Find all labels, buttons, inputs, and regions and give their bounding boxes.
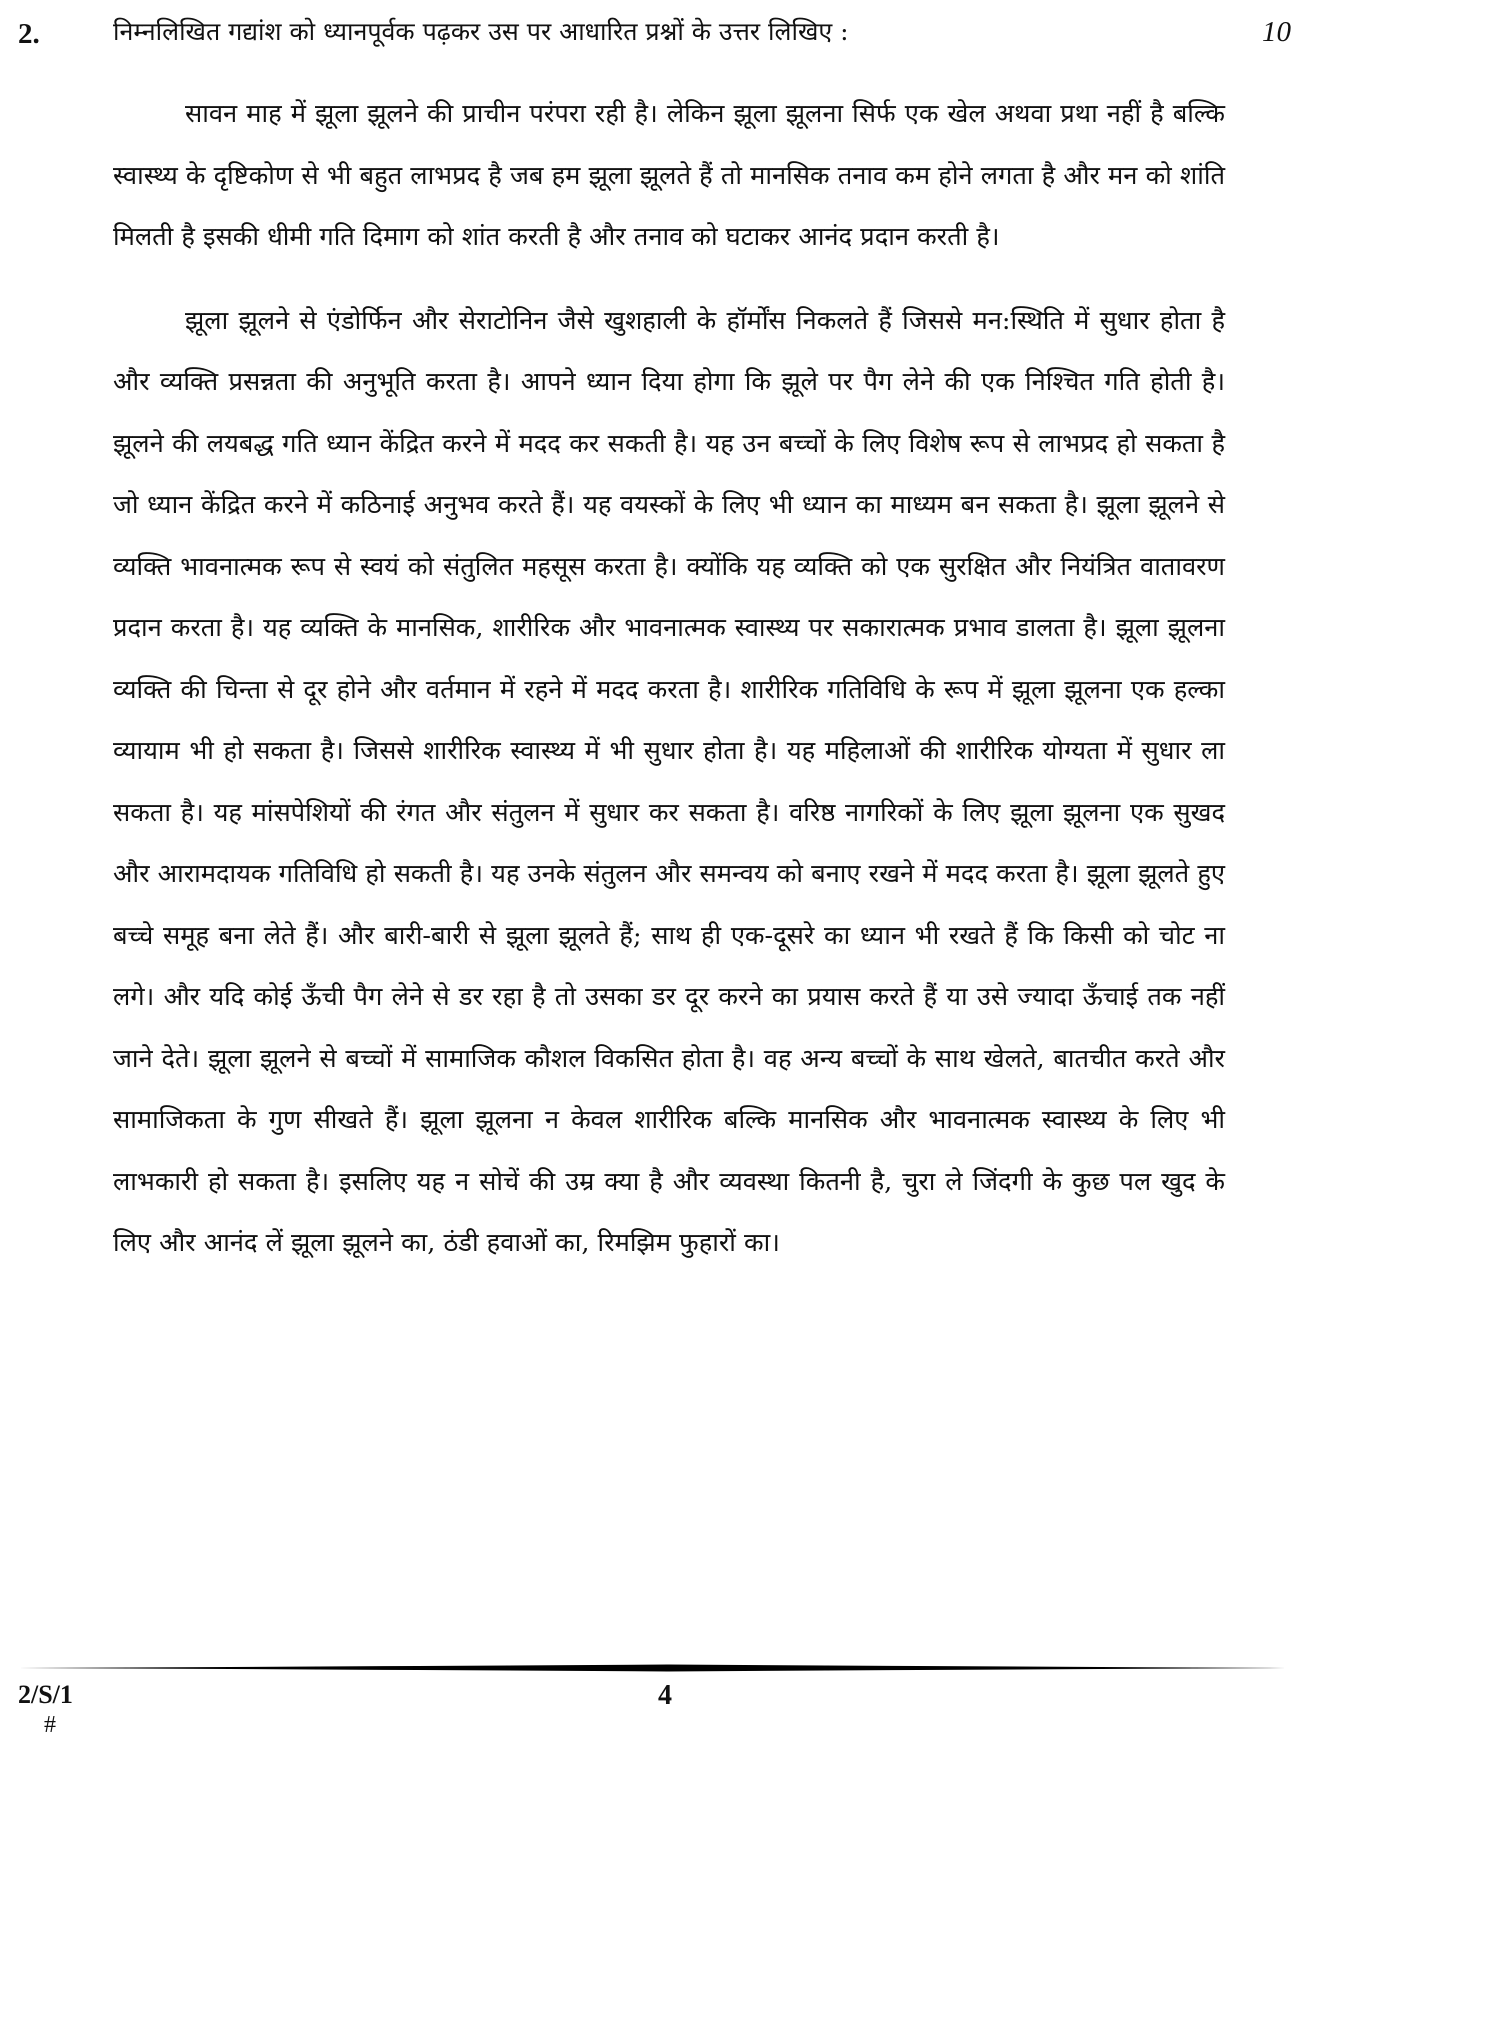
hash-mark: # bbox=[44, 1712, 56, 1738]
passage-paragraph-2: झूला झूलने से एंडोर्फिन और सेराटोनिन जैसे खुशहाली के हॉर्मोंस निकलते हैं जिससे मन:स्थिति में सुधार होता है और व्यक्ति प्रसन्नता की अनुभूति करता है। आपने ध्यान दिया होगा कि झूले पर पैग लेने की एक निश्चित गति होती है। झूलने की लयबद्ध गति ध्यान केंद्रित करने में मदद कर सकती है। यह उन बच्चों के लिए विशेष रूप से लाभप्रद हो सकता है जो ध्यान केंद्रित करने में कठिनाई अनुभव करते हैं। यह वयस्कों के लिए भी ध्यान का माध्यम बन सकता है। झूला झूलने से व्यक्ति भावनात्मक रूप से स्वयं को संतुलित महसूस करता है। क्योंकि यह व्यक्ति को एक सुरक्षित और नियंत्रित वातावरण प्रदान करता है। यह व्यक्ति के मानसिक, शारीरिक और भावनात्मक स्वास्थ्य पर सकारात्मक प्रभाव डालता है। झूला झूलना व्यक्ति की चिन्ता से दूर होने और वर्तमान में रहने में मदद करता है। शारीरिक गतिविधि के रूप में झूला झूलना एक हल्का व्यायाम भी हो सकता है। जिससे शारीरिक स्वास्थ्य में भी सुधार होता है। यह महिलाओं की शारीरिक योग्यता में सुधार ला सकता है। यह मांसपेशियों की रंगत और संतुलन में सुधार कर सकता है। वरिष्ठ नागरिकों के लिए झूला झूलना एक सुखद और आरामदायक गतिविधि हो सकती है। यह उनके संतुलन और समन्वय को बनाए रखने में मदद करता है। झूला झूलते हुए बच्चे समूह बना लेते हैं। और बारी-बारी से झूला झूलते हैं; साथ ही एक-दूसरे का ध्यान भी रखते हैं कि किसी को चोट ना लगे। और यदि कोई ऊँची पैग लेने से डर रहा है तो उसका डर दूर करने का प्रयास करते हैं या उसे ज्यादा ऊँचाई तक नहीं जाने देते। झूला झूलने से बच्चों में सामाजिक कौशल विकसित होता है। वह अन्य बच्चों के साथ खेलते, बातचीत करते और सामाजिकता के गुण सीखते हैं। झूला झूलना न केवल शारीरिक बल्कि मानसिक और भावनात्मक स्वास्थ्य के लिए भी लाभकारी हो सकता है। इसलिए यह न सोचें की उम्र क्या है और व्यवस्था कितनी है, चुरा ले जिंदगी के कुछ पल खुद के लिए और आनंद लें झूला झूलने का, ठंडी हवाओं का, रिमझिम फुहारों का। bbox=[113, 305, 1225, 1258]
passage-paragraph-1: सावन माह में झूला झूलने की प्राचीन परंपरा रही है। लेकिन झूला झूलना सिर्फ एक खेल अथवा प्रथा नहीं है बल्कि स्वास्थ्य के दृष्टिकोण से भी बहुत लाभप्रद है जब हम झूला झूलते हैं तो मानसिक तनाव कम होने लगता है और मन को शांति मिलती है इसकी धीमी गति दिमाग को शांत करती है और तनाव को घटाकर आनंद प्रदान करती है। bbox=[113, 99, 1225, 252]
question-instruction: निम्नलिखित गद्यांश को ध्यानपूर्वक पढ़कर उस पर आधारित प्रश्नों के उत्तर लिखिए : bbox=[113, 17, 849, 46]
question-number: 2. bbox=[18, 18, 40, 50]
question-marks: 10 bbox=[1262, 16, 1291, 48]
footer-divider-line-icon bbox=[18, 1664, 1286, 1672]
page-number: 4 bbox=[658, 1680, 672, 1711]
paper-code: 2/S/1 bbox=[18, 1680, 73, 1709]
question-header bbox=[0, 12, 1505, 62]
footer-divider bbox=[18, 1664, 1286, 1672]
reading-passage bbox=[113, 84, 1225, 1275]
